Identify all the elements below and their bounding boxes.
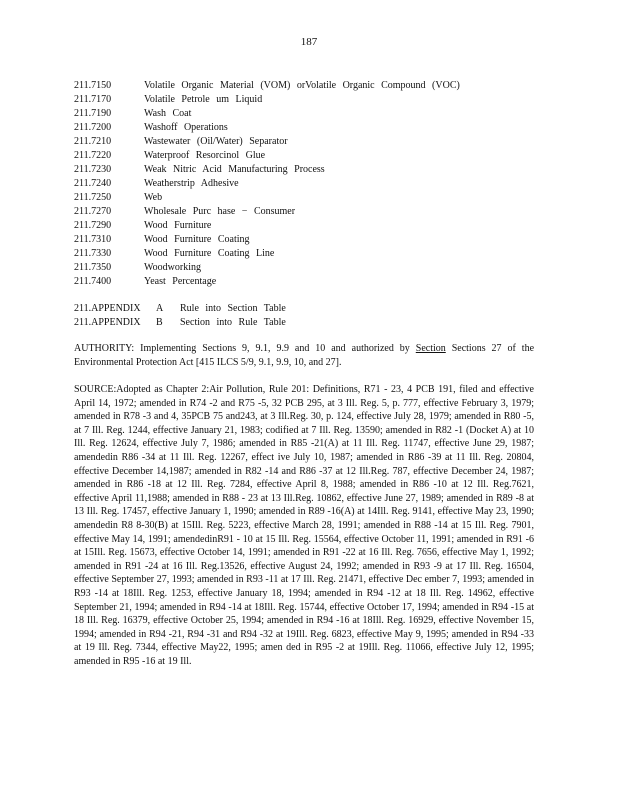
list-item bbox=[74, 275, 544, 289]
section-term: Wood Furniture Coating Line bbox=[144, 248, 275, 259]
section-term: Volatile Petrole um Liquid bbox=[144, 94, 263, 105]
appendix-label: 211.APPENDIX bbox=[74, 303, 141, 314]
list-item bbox=[74, 149, 544, 163]
section-number: 211.7400 bbox=[74, 276, 112, 287]
section-term: Yeast Percentage bbox=[144, 276, 217, 287]
section-term: Woodworking bbox=[144, 262, 201, 273]
section-number: 211.7190 bbox=[74, 108, 112, 119]
section-number: 211.7290 bbox=[74, 220, 112, 231]
section-term: Waterproof Resorcinol Glue bbox=[144, 150, 266, 161]
section-number: 211.7350 bbox=[74, 262, 112, 273]
list-item bbox=[74, 191, 544, 205]
section-term: Web bbox=[144, 192, 163, 203]
section-term: Wash Coat bbox=[144, 108, 192, 119]
list-item bbox=[74, 107, 544, 121]
authority-paragraph bbox=[74, 342, 534, 369]
list-item bbox=[74, 135, 544, 149]
list-item bbox=[74, 177, 544, 191]
appendix-label: 211.APPENDIX bbox=[74, 317, 141, 328]
list-item bbox=[74, 121, 544, 135]
appendix-letter: B bbox=[156, 317, 163, 328]
source-paragraph: SOURCE:Adopted as Chapter 2:Air Pollution, Rule 201: Definitions, R71 - 23, 4 PCB 191, filed and effective April 14, 1972; amended in R74 -2 and R75 -5, 32 PCB 295, at 3 Ill. Reg. 5, p. 777, effective February 3, 1979; amended in R78 -3 and 4, 35PCB 75 and243, at 3 Ill.Reg. 30, p. 124, effective July 28, 1979; amended in R80 -5, at 7 Ill. Reg. 1244, effective January 21, 1983; codified at 7 Ill. Reg. 13590; amended in R82 -1 (Docket A) at 10 Ill. Reg. 12624, effective July 7, 1986; amended in R85 -21(A) at 11 Ill. Reg. 11747, effective June 29, 1987; amendedin R86 -34 at 11 Ill. Reg. 12267, effect ive July 10, 1987; amended in R86 -39 at 11 Ill. Reg. 20804, effective December 14,1987; amended in R82 -14 and R86 -37 at 12 Ill.Reg. 787, effective December 24, 1987; amended in R86 -18 at 12 Ill. Reg. 7284, effective April 8, 1988; amended in R86 -10 at 12 Ill. Reg.7621, effective April 11,1988; amended in R88 - 23 at 13 Ill.Reg. 10862, effective June 27, 1989; amended in R89 -8 at 13 Ill. Reg. 17457, effective January 1, 1990; amended in R89 -16(A) at 14Ill. Reg. 9141, effective May 23, 1990; amendedin R8 8-30(B) at 15Ill. Reg. 5223, effective March 28, 1991; amended in R88 -14 at 15 Ill. Reg. 7901, effective May 14, 1991; amendedinR91 - 10 at 15 Ill. Reg. 15564, effective October 11, 1991; amended in R91 -6 at 15Ill. Reg. 15673, effective October 14, 1991; amended in R91 -22 at 16 Ill. Reg. 7656, effective May 1, 1992; amended in R91 -24 at 16 Ill. Reg.13526, effective August 24, 1992; amended in R93 -9 at 17 Ill. Reg. 16504, effective September 27, 1993; amended in R93 -11 at 17 Ill. Reg. 21471, effective Dec ember 7, 1993; amended in R93 -14 at 18Ill. Reg. 1253, effective January 18, 1994; amended in R94 -12 at 18 Ill. Reg. 14962, effective September 21, 1994; amended in R94 -14 at 18Ill. Reg. 15744, effective October 17, 1994; amended in R94 -15 at 18 Ill. Reg. 16379, effective October 25, 1994; amended in R94 -16 at 18Ill. Reg. 16929, effective November 15, 1994; amended in R94 -21, R94 -31 and R94 -32 at 19Ill. Reg. 6823, effective May 9, 1995; amended in R94 -33 at 19 Ill. Reg. 7344, effective May22, 1995; amen ded in R95 -2 at 19Ill. Reg. 11066, effective July 12, 1995; amended in R95 -16 at 19 Ill. bbox=[74, 384, 534, 667]
section-term: Wood Furniture bbox=[144, 220, 212, 231]
list-item bbox=[74, 316, 286, 330]
list-item bbox=[74, 219, 544, 233]
authority-text: AUTHORITY: Implementing Sections 9, 9.1, 9.9 and 10 and authorized by bbox=[74, 343, 410, 354]
section-term: Wood Furniture Coating bbox=[144, 234, 250, 245]
appendix-list bbox=[74, 302, 286, 330]
list-item bbox=[74, 93, 544, 107]
list-item bbox=[74, 79, 544, 93]
section-number: 211.7230 bbox=[74, 164, 112, 175]
section-number: 211.7200 bbox=[74, 122, 112, 133]
definitions-list bbox=[74, 79, 544, 289]
authority-underlined: Section bbox=[415, 343, 446, 354]
section-term: Volatile Organic Material (VOM) orVolatile Organic Compound (VOC) bbox=[144, 80, 460, 91]
section-number: 211.7250 bbox=[74, 192, 112, 203]
list-item bbox=[74, 261, 544, 275]
page-number: 187 bbox=[300, 36, 318, 48]
section-term: Washoff Operations bbox=[144, 122, 228, 133]
section-term: Wholesale Purc hase − Consumer bbox=[144, 206, 296, 217]
appendix-letter: A bbox=[156, 303, 164, 314]
section-number: 211.7210 bbox=[74, 136, 112, 147]
section-number: 211.7170 bbox=[74, 94, 112, 105]
appendix-title: Section into Rule Table bbox=[180, 317, 286, 328]
section-term: Weatherstrip Adhesive bbox=[144, 178, 239, 189]
list-item bbox=[74, 163, 544, 177]
authority-text-end: Sections 27 of the Environmental Protection Act [415 ILCS 5/9, 9.1, 9.9, 10, and 27]. bbox=[74, 343, 535, 368]
section-number: 211.7270 bbox=[74, 206, 112, 217]
section-term: Weak Nitric Acid Manufacturing Process bbox=[144, 164, 325, 175]
section-number: 211.7220 bbox=[74, 150, 112, 161]
section-term: Wastewater (Oil/Water) Separator bbox=[144, 136, 288, 147]
list-item bbox=[74, 247, 544, 261]
list-item bbox=[74, 205, 544, 219]
section-number: 211.7310 bbox=[74, 234, 112, 245]
section-number: 211.7240 bbox=[74, 178, 112, 189]
list-item bbox=[74, 302, 286, 316]
section-number: 211.7330 bbox=[74, 248, 112, 259]
appendix-title: Rule into Section Table bbox=[180, 303, 286, 314]
section-number: 211.7150 bbox=[74, 80, 112, 91]
list-item bbox=[74, 233, 544, 247]
